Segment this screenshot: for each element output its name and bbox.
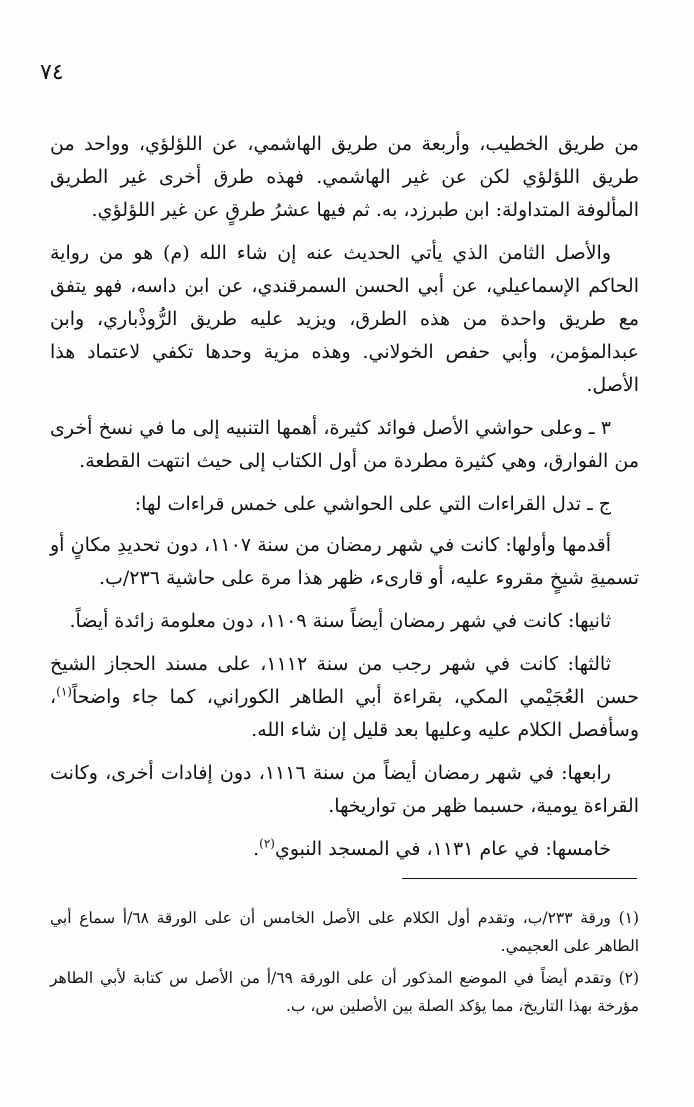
footnote-2: (٢) وتقدم أيضاً في الموضع المذكور أن على الورقة ٦٩/أ من الأصل س كتابة لأبي الطاهر مؤرخة بهذا التاريخ، مما يؤكد الصلة بين الأصلين س، ب. (50, 969, 640, 1015)
footnotes (50, 904, 639, 1024)
footnote-1: (١) ورقة ٢٣٣/ب، وتقدم أول الكلام على الأصل الخامس أن على الورقة ٦٨/أ سماع أبي الطاهر على العجيمي. (50, 909, 640, 955)
footnote-ref-1[interactable]: (١) (56, 684, 72, 699)
fifth-reading-text: خامسها: في عام ١١٣١، في المسجد النبوي (274, 838, 611, 860)
paragraph-2: والأصل الثامن الذي يأتي الحديث عنه إن شاء الله (م) هو من رواية الحاكم الإسماعيلي، عن أبي الحسن السمرقندي، عن ابن داسه، فهو يتفق مع طريق واحدة من هذه الطرق، ويزيد عليه طريق الرُّوذْباري، وابن عبدالمؤمن، وأبي حفص الخولاني. وهذه مزية وحدها تكفي لاعتماد هذا الأصل. (50, 242, 639, 396)
paragraph-3: ٣ ـ وعلى حواشي الأصل فوائد كثيرة، أهمها التنبيه إلى ما في نسخ أخرى من الفوارق، وهي كثيرة مطردة من أول الكتاب إلى حيث انتهت القطعة. (50, 417, 639, 472)
paragraph-fourth-reading: رابعها: في شهر رمضان أيضاً من سنة ١١١٦، دون إفادات أخرى، وكانت القراءة يومية، حسبما ظهر من تواريخها. (50, 762, 639, 817)
paragraph-fifth-reading (50, 833, 639, 866)
third-reading-text: ثالثها: كانت في شهر رجب من سنة ١١١٢، على مسند الحجاز الشيخ حسن العُجَيْمي المكي، بقراءة أبي الطاهر الكوراني، كما جاء واضحاً (50, 653, 639, 708)
paragraph-third-reading (50, 648, 639, 747)
paragraph-first-reading: أقدمها وأولها: كانت في شهر رمضان من سنة ١١٠٧، دون تحديدِ مكانٍ أو تسميةِ شيخٍ مقروء عليه، أو قارىء، ظهر هذا مرة على حاشية ٢٣٦/ب. (50, 534, 639, 589)
page-number: ٧٤ (40, 60, 64, 85)
paragraph-1: من طريق الخطيب، وأربعة من طريق الهاشمي، عن اللؤلؤي، وواحد من طريق اللؤلؤي لكن عن غير الهاشمي. فهذه طرق أخرى غير الطريق المألوفة المتداولة: ابن طبرزد، به. ثم فيها عشرُ طرقٍ عن غير اللؤلؤي. (50, 133, 639, 221)
third-reading-tail: ، وسأفصل الكلام عليه وعليها بعد قليل إن شاء الله. (50, 686, 639, 741)
main-text (50, 128, 639, 876)
footnote-ref-2[interactable]: (٢) (259, 836, 275, 851)
fifth-reading-tail: . (253, 838, 260, 860)
paragraph-4: ج ـ تدل القراءات التي على الحواشي على خمس قراءات لها: (134, 493, 611, 515)
footnote-divider (402, 878, 637, 879)
paragraph-second-reading: ثانيها: كانت في شهر رمضان أيضاً سنة ١١٠٩، دون معلومة زائدة أيضاً. (69, 610, 611, 632)
